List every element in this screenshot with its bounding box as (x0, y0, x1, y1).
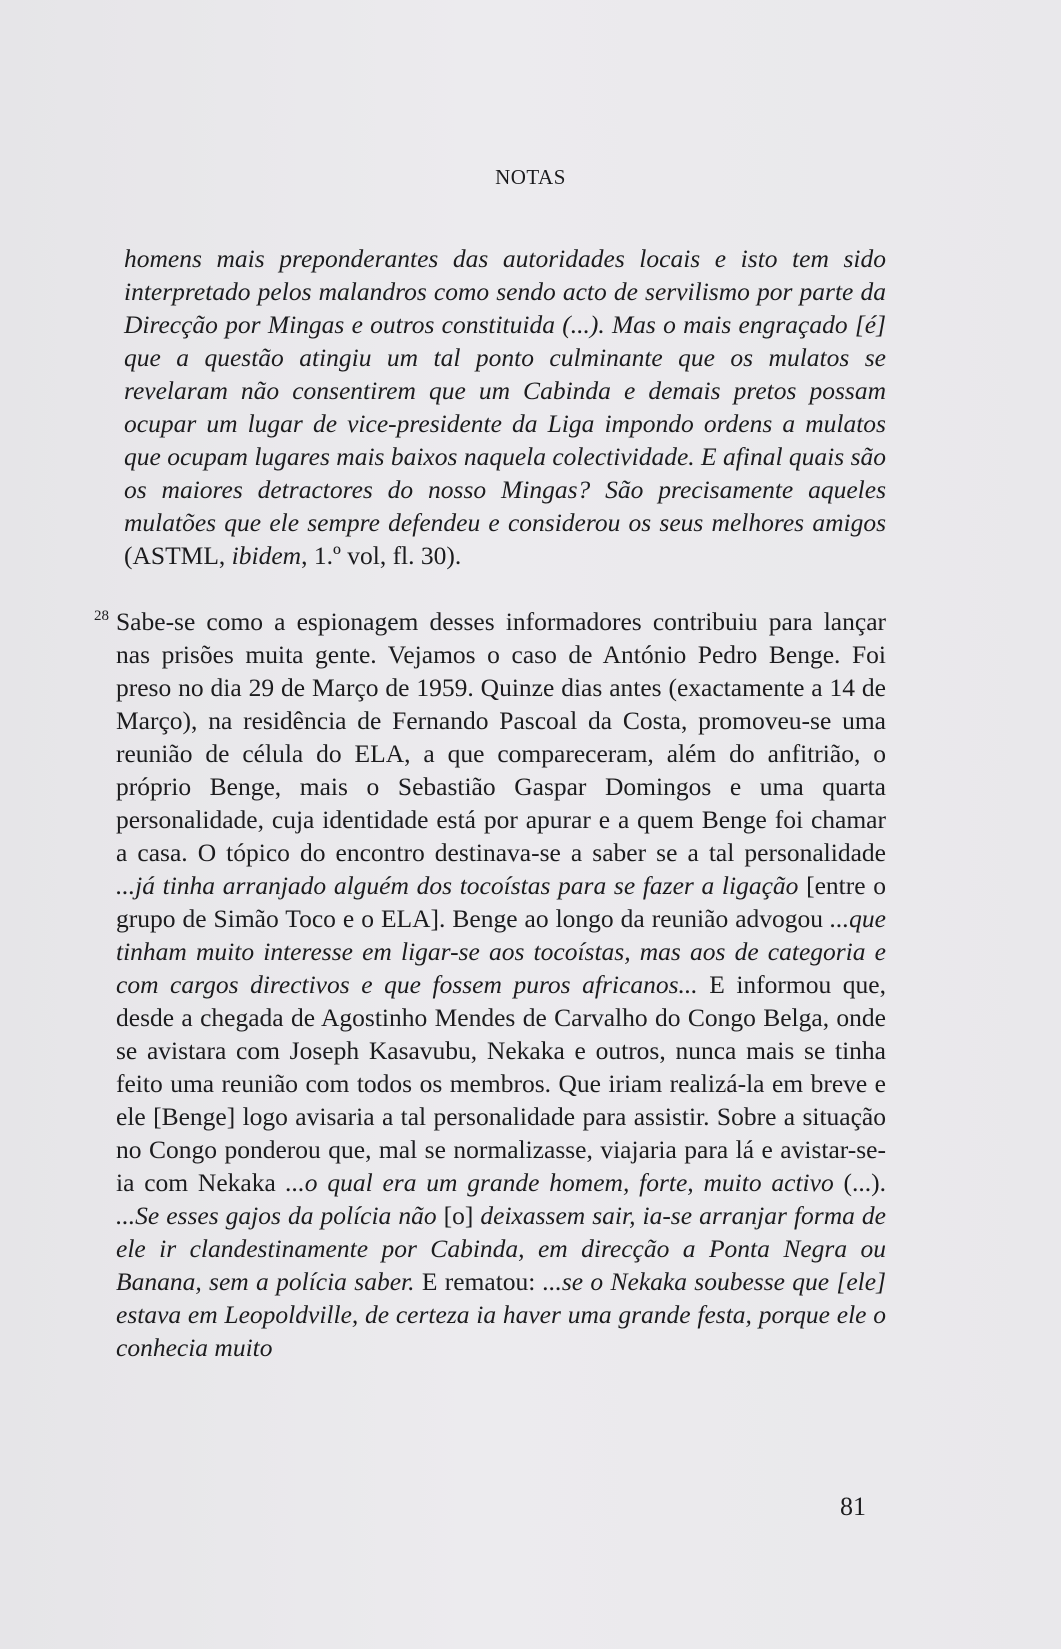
note-quote-3: ...o qual era um grande homem, forte, muito activo (285, 1168, 834, 1197)
note-text-3: E informou que, desde a chegada de Agostinho Mendes de Carvalho do Congo Belga, onde se avistara com Joseph Kasavubu, Nekaka e outros, nunca mais se tinha feito uma reunião com todos os membros. Que iriam realizá-la em breve e ele [Benge] logo avisaria a tal personalidade para assistir. Sobre a situação no Congo ponderou que, mal se normalizasse, viajaria para lá e avistar-se-ia com Nekaka (116, 970, 886, 1197)
citation-close: , 1.º vol, fl. 30). (301, 541, 462, 570)
note-text-6: E rematou: (414, 1267, 543, 1296)
quote-text: homens mais preponderantes das autoridades locais e isto tem sido interpretado pelos malandros como sendo acto de servilismo por parte da Direcção por Mingas e outros constituida (...). Mas o mais engraçado [é] que a questão atingiu um tal ponto culminante que os mulatos se revelaram não consentirem que um Cabinda e demais pretos possam ocupar um lugar de vice-presidente da Liga impondo ordens a mulatos que ocupam lugares mais baixos naquela colectividade. E afinal quais são os maiores detractores do nosso Mingas? São precisamente aqueles mulatões que ele sempre defendeu e considerou os seus melhores amigos (124, 244, 886, 537)
note-text-5: [o] (436, 1201, 481, 1230)
note-quote-5: deixassem sair, ia-se arranjar forma de ele ir clandestinamente por Cabinda, em direcção a Ponta Negra ou Banana, sem a polícia saber. (116, 1201, 886, 1296)
note-text-4: (...). (833, 1168, 887, 1197)
citation-ibidem: ibidem (231, 541, 302, 570)
note-quote-6: ...se o Nekaka soubesse que [ele] estava em Leopoldville, de certeza ia haver uma grande festa, porque ele o conhecia muito (116, 1267, 886, 1362)
note-text-2: [entre o grupo de Simão Toco e o ELA]. Benge ao longo da reunião advogou (116, 871, 886, 933)
note-text-1: Sabe-se como a espionagem desses informadores contribuiu para lançar nas prisões muita gente. Vejamos o caso de António Pedro Benge. Foi preso no dia 29 de Março de 1959. Quinze dias antes (exactamente a 14 de Março), na residência de Fernando Pascoal da Costa, promoveu-se uma reunião de célula do ELA, a que compareceram, além do anfitrião, o próprio Benge, mais o Sebastião Gaspar Domingos e uma quarta personalidade, cuja identidade está por apurar e a quem Benge foi chamar a casa. O tópico do encontro destinava-se a saber se a tal personalidade (116, 607, 886, 867)
page-number: 81 (840, 1492, 866, 1521)
note-quote-2: ...que tinham muito interesse em ligar-se aos tocoístas, mas aos de categoria e com cargos directivos e que fossem puros africanos... (116, 904, 886, 999)
note-quote-1: ...já tinha arranjado alguém dos tocoístas para se fazer a ligação (116, 871, 799, 900)
citation-open: (ASTML, (124, 541, 232, 570)
note-quote-4: ...Se esses gajos da polícia não (116, 1201, 437, 1230)
running-head: NOTAS (495, 165, 566, 189)
quote-continuation (124, 242, 886, 572)
footnote-28 (116, 605, 886, 1364)
footnote-number: 28 (94, 608, 109, 624)
